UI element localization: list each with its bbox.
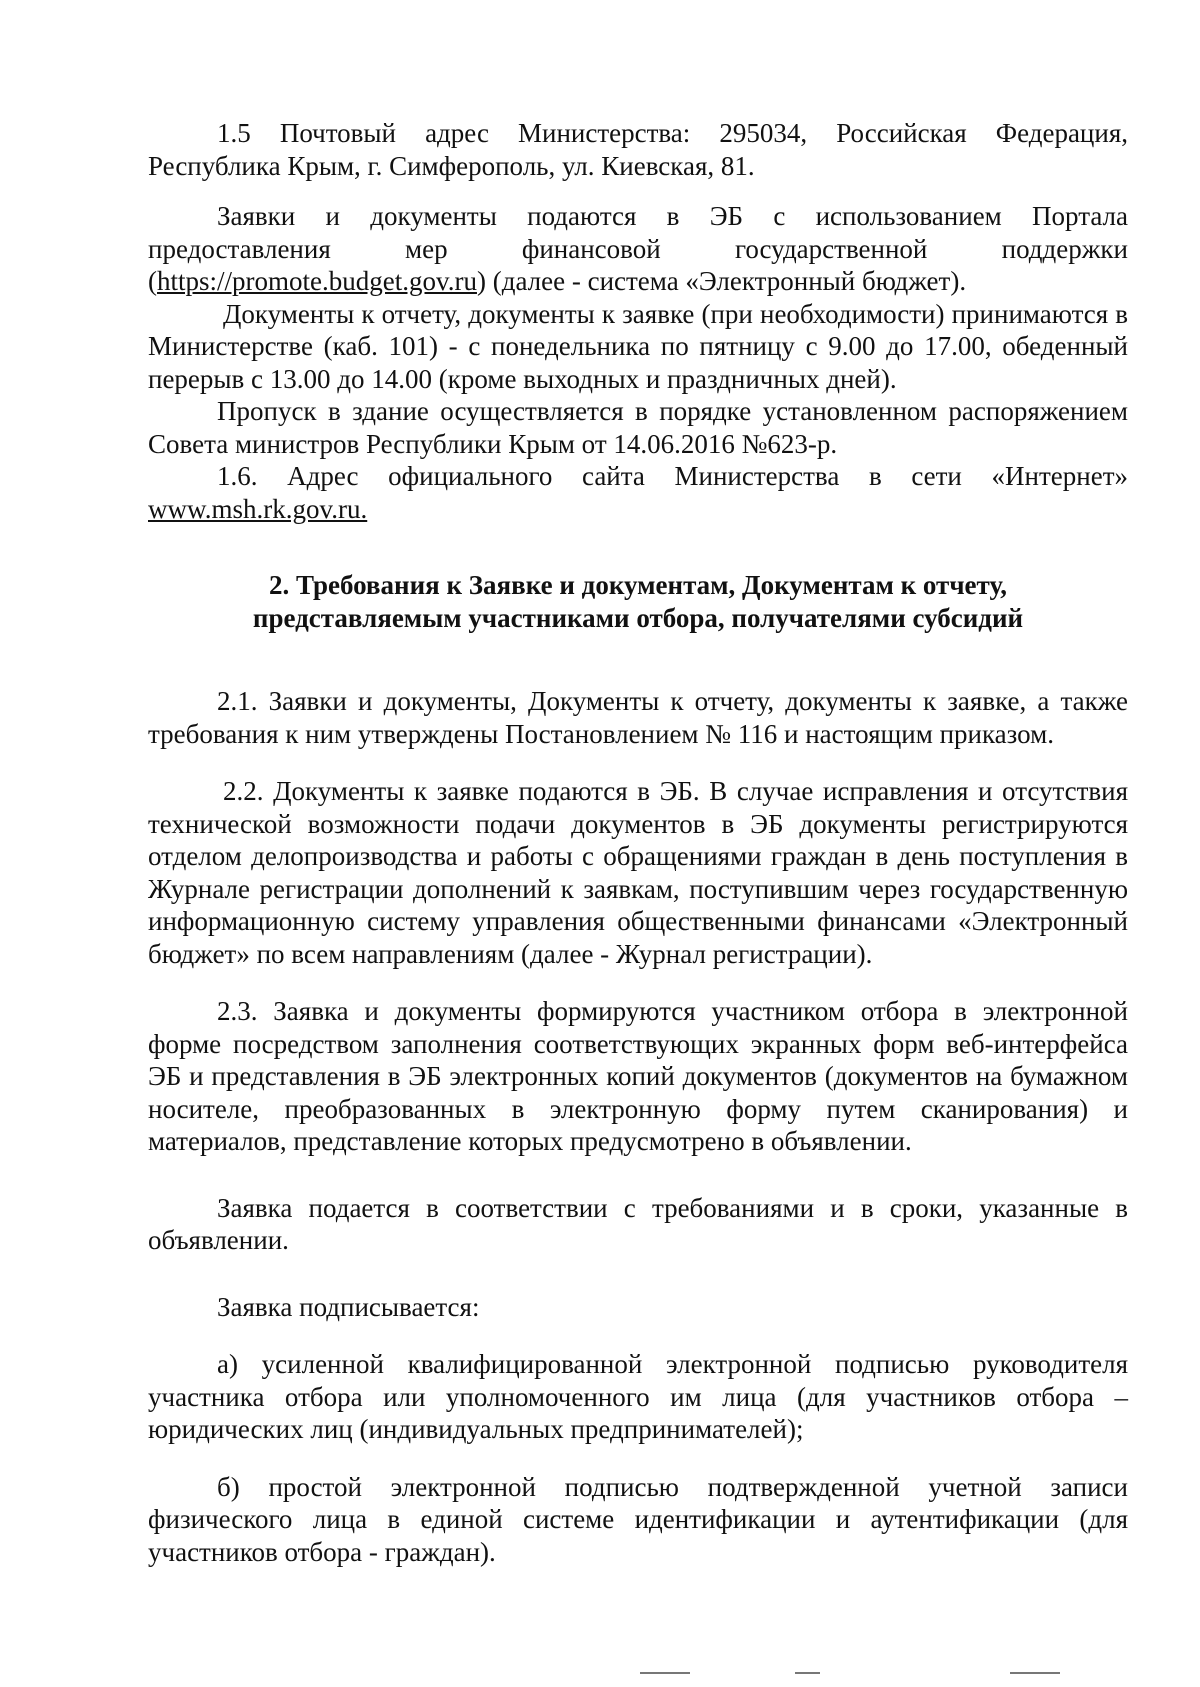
paragraph-2-3: 2.3. Заявка и документы формируются участником отбора в электронной форме посредством заполнения соответствующих экранных форм веб-интерфейса ЭБ и представления в ЭБ электронных копий документов (документов на бумажном носителе, преобразованных в электронную форму путем сканирования) и материалов, представление которых предусмотрено в объявлении. — [148, 996, 1128, 1156]
paragraph-submission-text-b: ) (далее - система «Электронный бюджет). — [476, 266, 967, 296]
paragraph-submission-text-a: Заявки и документы подаются в ЭБ с использованием Портала предоставления мер финансовой государственной поддержки ( — [148, 201, 1128, 296]
paragraph-building-pass: Пропуск в здание осуществляется в порядке установленном распоряжением Совета министров Республики Крым от 14.06.2016 №623-р. — [148, 396, 1128, 459]
section-2-heading-line-1: 2. Требования к Заявке и документам, Документам к отчету, — [268, 570, 1007, 600]
paragraph-1-6 — [148, 460, 1128, 525]
paragraph-2-2: 2.2. Документы к заявке подаются в ЭБ. В случае исправления и отсутствия технической возможности подачи документов в ЭБ документы регистрируются отделом делопроизводства и работы с обращениями граждан в день поступления в Журнале регистрации дополнений к заявкам, поступившим через государственную информационную систему управления общественными финансами «Электронный бюджет» по всем направлениям (далее - Журнал регистрации). — [148, 776, 1128, 969]
paragraph-1-6-text: 1.6. Адрес официального сайта Министерства в сети «Интернет» — [217, 461, 1128, 491]
paragraph-documents-reception: Документы к отчету, документы к заявке (при необходимости) принимаются в Министерстве (каб. 101) - с понедельника по пятницу с 9.00 до 17.00, обеденный перерыв с 13.00 до 14.00 (кроме выходных и праздничных дней). — [148, 298, 1128, 394]
section-2-heading-line-2: представляемым участниками отбора, получателями субсидий — [252, 603, 1024, 633]
document-body — [148, 117, 1128, 1568]
portal-link[interactable]: https://promote.budget.gov.ru — [157, 266, 477, 296]
section-2-heading — [148, 569, 1128, 635]
paragraph-application-signed: Заявка подписывается: — [217, 1291, 480, 1322]
ministry-site-link[interactable]: www.msh.rk.gov.ru. — [148, 493, 368, 524]
scan-mark — [640, 1672, 690, 1674]
scan-mark — [795, 1672, 820, 1674]
scan-mark — [1010, 1672, 1060, 1674]
scan-artifacts — [0, 1672, 1200, 1687]
paragraph-application-submitted: Заявка подается в соответствии с требованиями и в сроки, указанные в объявлении. — [148, 1192, 1128, 1255]
list-item-a: а) усиленной квалифицированной электронной подписью руководителя участника отбора или уполномоченного им лица (для участников отбора – юридических лиц (индивидуальных предпринимателей); — [148, 1349, 1128, 1444]
paragraph-1-5: 1.5 Почтовый адрес Министерства: 295034, Российская Федерация, Республика Крым, г. Симферополь, ул. Киевская, 81. — [148, 118, 1128, 181]
paragraph-2-1: 2.1. Заявки и документы, Документы к отчету, документы к заявке, а также требования к ним утверждены Постановлением № 116 и настоящим приказом. — [148, 686, 1128, 749]
list-item-b: б) простой электронной подписью подтвержденной учетной записи физического лица в единой системе идентификации и аутентификации (для участников отбора - граждан). — [148, 1471, 1128, 1567]
paragraph-submission-portal — [148, 200, 1128, 298]
